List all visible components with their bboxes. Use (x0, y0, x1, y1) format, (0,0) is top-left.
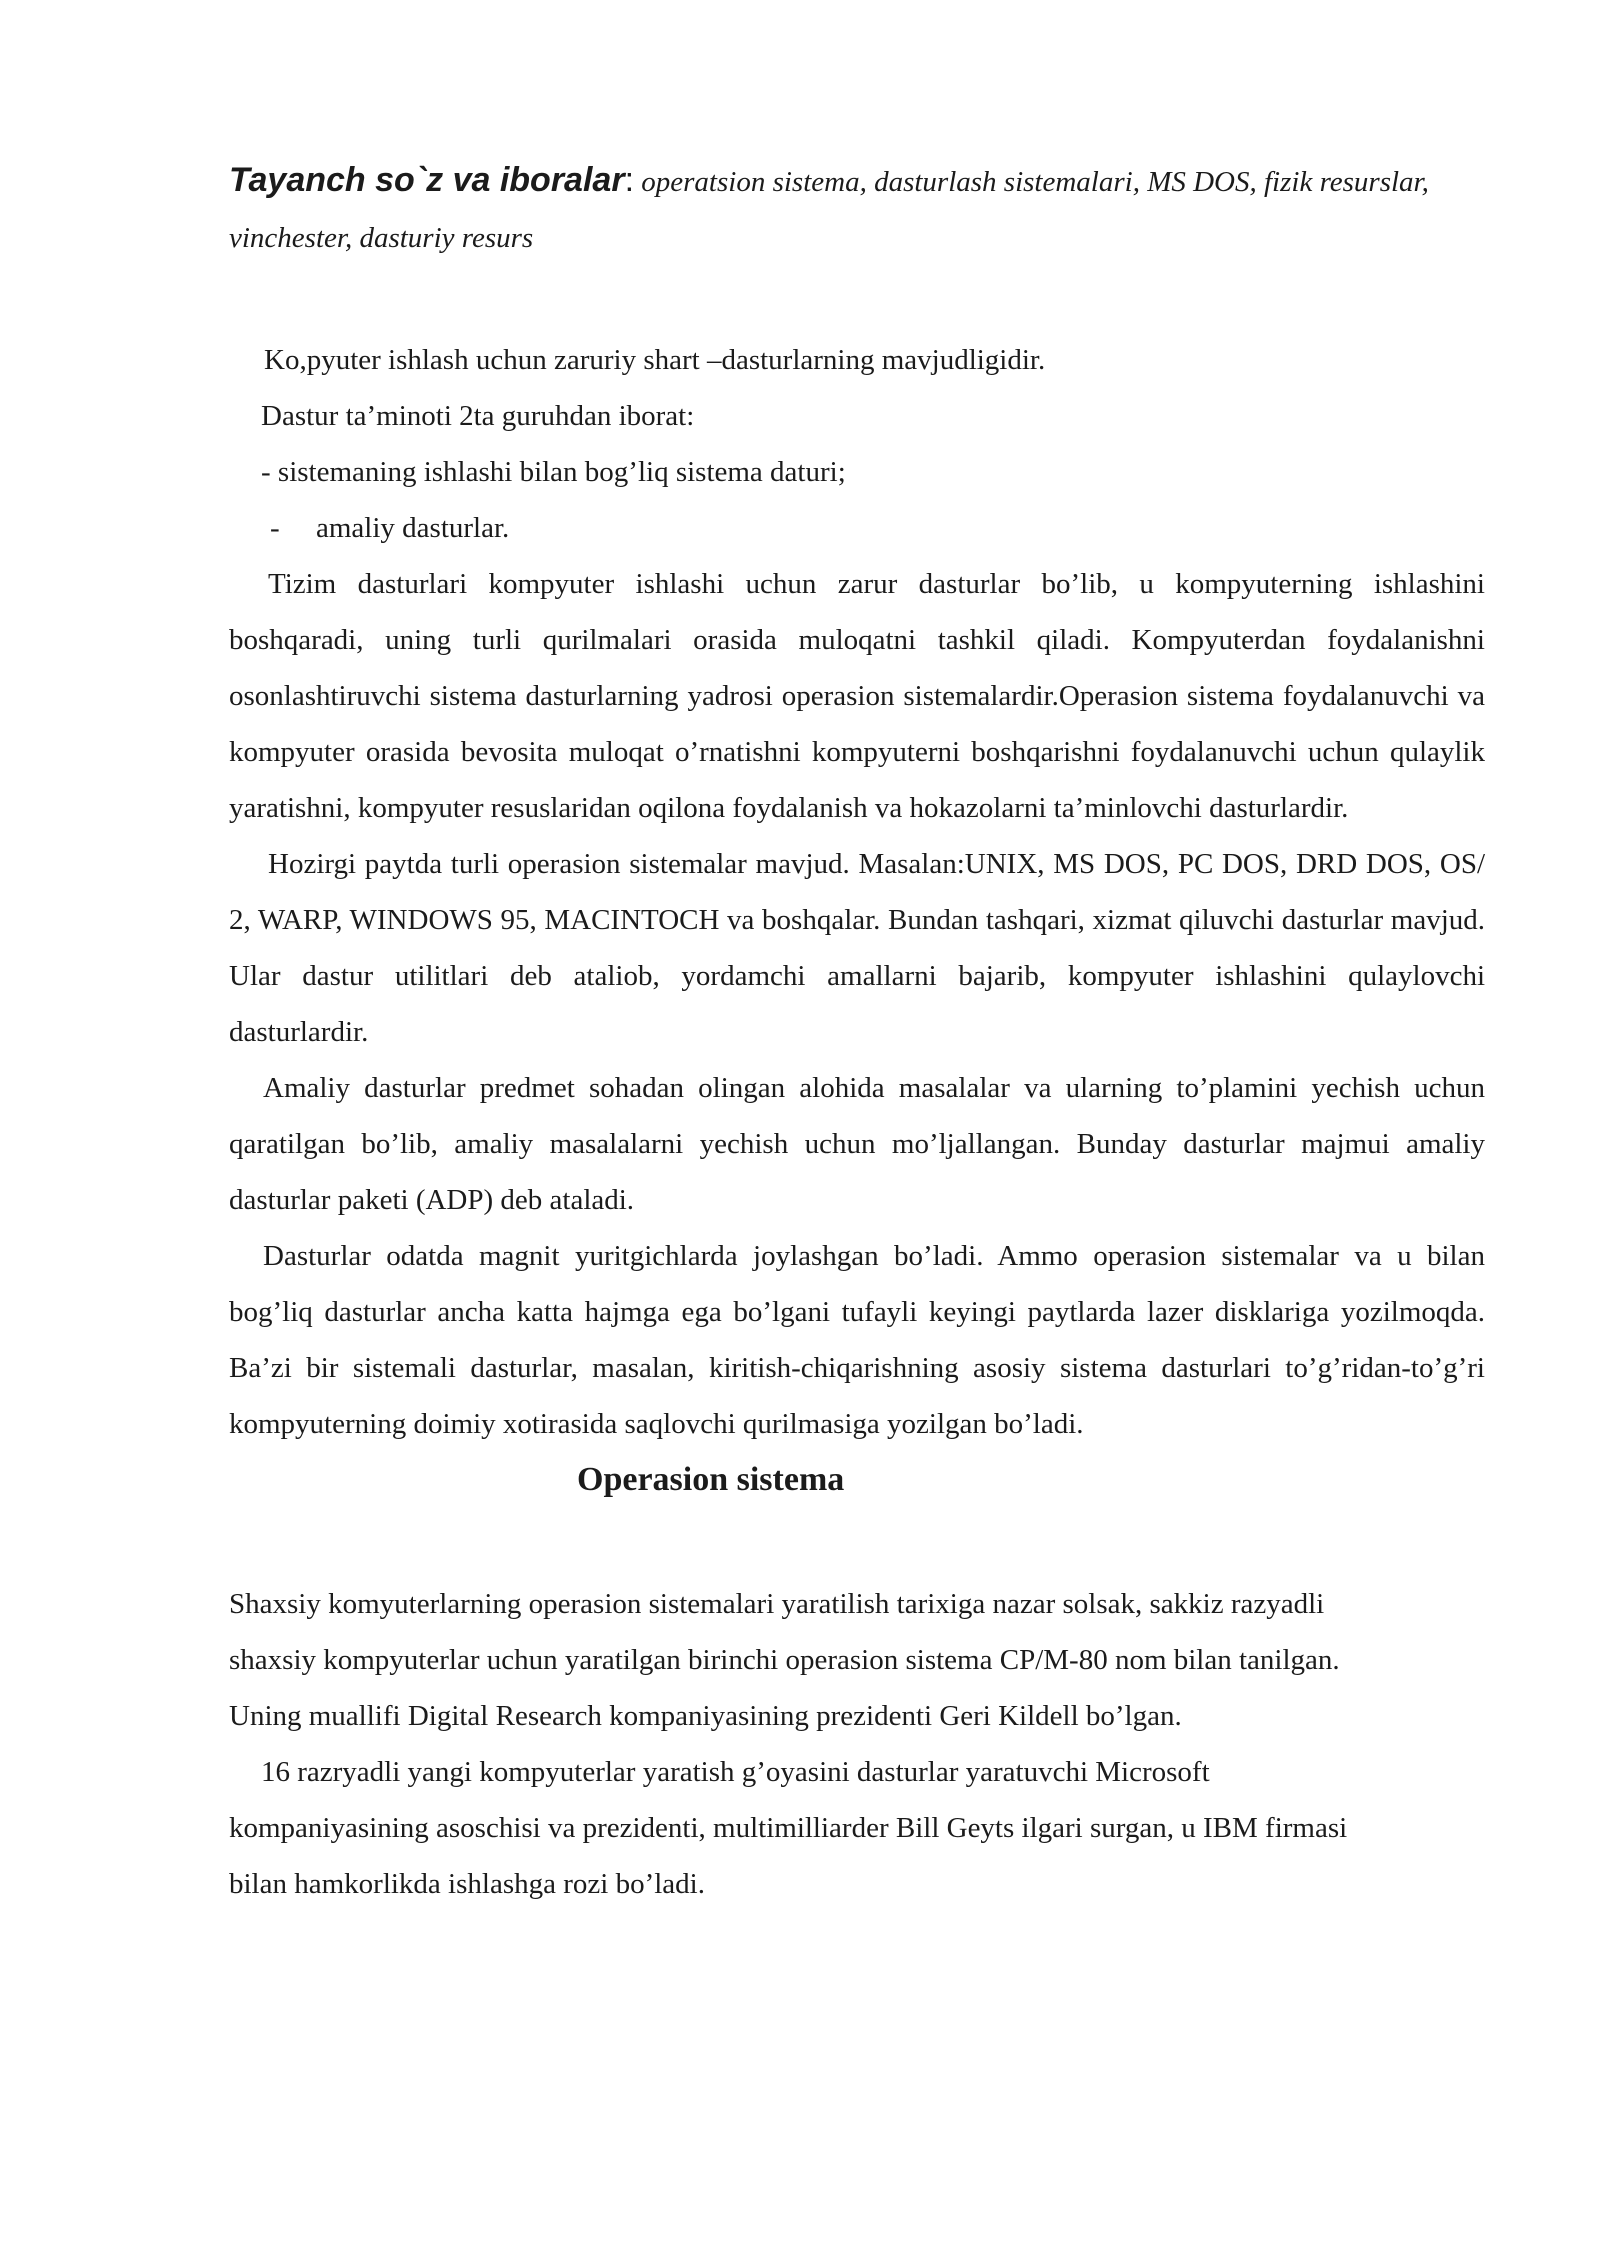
section-para1-line3: Uning muallifi Digital Research kompaniyasining prezidenti Geri Kildell bo’lgan. (229, 1700, 1182, 1732)
bullet-dash: - (270, 512, 280, 544)
paragraph-dasturlar: Dasturlar odatda magnit yuritgichlarda joylashgan bo’ladi. Ammo operasion sistemalar va u bilan bog’liq dasturlar ancha katta hajmga ega bo’lgani tufayli keyingi paytlarda lazer disklariga yozilmoqda. Ba’zi bir sistemali dasturlar, masalan, kiritish-chiqarishning asosiy sistema dasturlari to’g’ridan-to’g’ri kompyuterning doimiy xotirasida saqlovchi qurilmasiga yozilgan bo’ladi. (229, 1240, 1485, 1440)
section-para1-line2: shaxsiy kompyuterlar uchun yaratilgan birinchi operasion sistema CP/M-80 nom bilan tanilgan. (229, 1644, 1340, 1676)
paragraph-tizim: Tizim dasturlari kompyuter ishlashi uchun zarur dasturlar bo’lib, u kompyuterning ishlashini boshqaradi, uning turli qurilmalari orasida muloqatni tashkil qiladi. Kompyuterdan foydalanishni osonlashtiruvchi sistema dasturlarning yadrosi operasion sistemalardir.Operasion sistema foydalanuvchi va kompyuter orasida bevosita muloqat o’rnatishni kompyuterni boshqarishni foydalanuvchi uchun qulaylik yaratishni, kompyuter resuslaridan oqilona foydalanish va hokazolarni ta’minlovchi dasturlardir. (229, 568, 1485, 824)
keywords-text: operatsion sistema, dasturlash sistemalari, MS DOS, fizik resurslar, vinchester, dasturiy resurs (229, 166, 1429, 254)
section-para2-line1: 16 razryadli yangi kompyuterlar yaratish g’oyasini dasturlar yaratuvchi Microsoft (261, 1756, 1210, 1788)
keywords-colon: : (624, 161, 635, 199)
intro-line-1: Ko,pyuter ishlash uchun zaruriy shart –dasturlarning mavjudligidir. (264, 344, 1046, 376)
paragraph-hozirgi: Hozirgi paytda turli operasion sistemalar mavjud. Masalan:UNIX, MS DOS, PC DOS, DRD DOS, OS/ 2, WARP, WINDOWS 95, MACINTOCH va boshqalar. Bundan tashqari, xizmat qiluvchi dasturlar mavjud. Ular dastur utilitlari deb ataliob, yordamchi amallarni bajarib, kompyuter ishlashini qulaylovchi dasturlardir. (229, 848, 1485, 1048)
document-page (229, 140, 1485, 1912)
section-para2-line2: kompaniyasining asoschisi va prezidenti, multimilliarder Bill Geyts ilgari surgan, u IBM firmasi (229, 1812, 1348, 1844)
bullet-item-2 (229, 500, 1485, 556)
bullet-item-1: - sistemaning ishlashi bilan bog’liq sistema daturi; (261, 456, 846, 488)
section-para1-line1: Shaxsiy komyuterlarning operasion sistemalari yaratilish tarixiga nazar solsak, sakkiz razyadli (229, 1588, 1325, 1620)
section-heading: Operasion sistema (577, 1461, 845, 1498)
keywords-label: Tayanch so`z va iboralar (229, 161, 625, 199)
intro-line-2: Dastur ta’minoti 2ta guruhdan iborat: (261, 400, 695, 432)
keywords-line (229, 152, 1485, 266)
paragraph-amaliy: Amaliy dasturlar predmet sohadan olingan alohida masalalar va ularning to’plamini yechish uchun qaratilgan bo’lib, amaliy masalalarni yechish uchun mo’ljallangan. Bunday dasturlar majmui amaliy dasturlar paketi (ADP) deb ataladi. (229, 1072, 1485, 1216)
bullet-text: amaliy dasturlar. (316, 512, 510, 544)
section-para2-line3: bilan hamkorlikda ishlashga rozi bo’ladi. (229, 1868, 705, 1900)
